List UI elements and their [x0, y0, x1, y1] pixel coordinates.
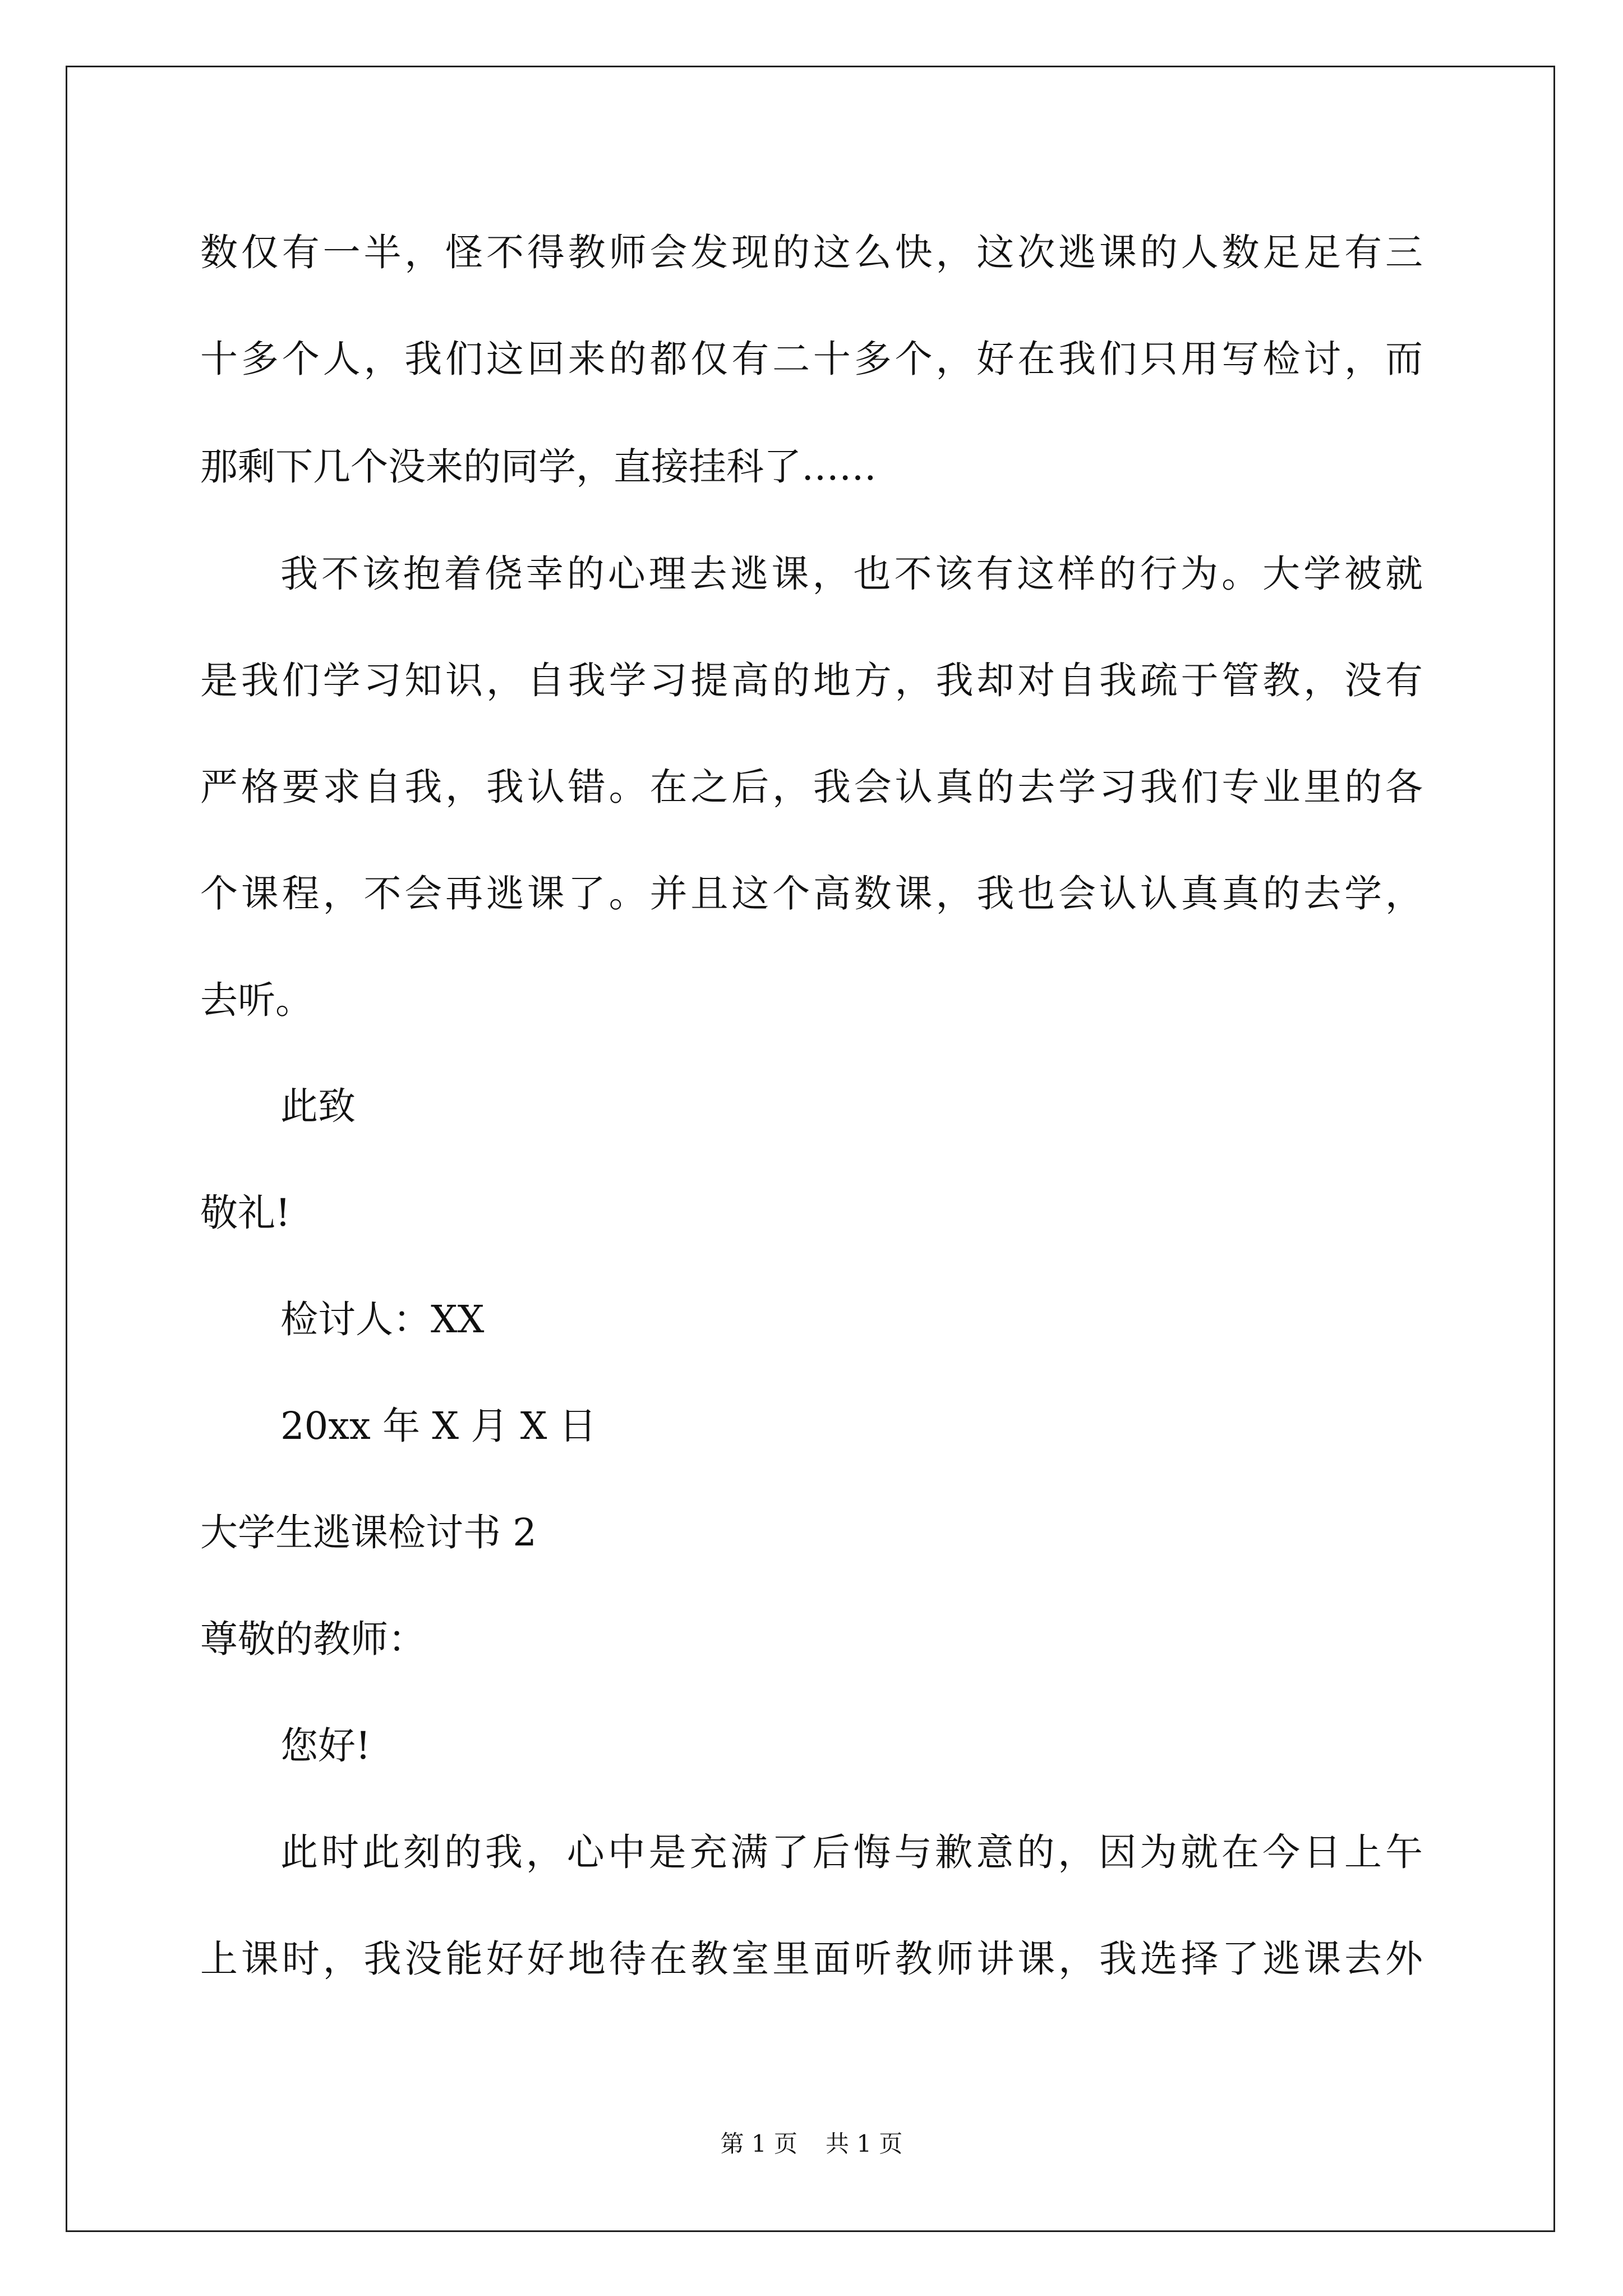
page-footer	[0, 2127, 1623, 2161]
body-line-1: 数仅有一半，怪不得教师会发现的这么快，这次逃课的人数足足有三	[200, 231, 1423, 274]
letter-addressee: 尊敬的教师：	[200, 1617, 426, 1661]
signature-date: 20xx 年 X 月 X 日	[280, 1404, 597, 1448]
page-border	[66, 66, 1555, 2232]
body-line-5: 是我们学习知识，自我学习提高的地方，我却对自我疏于管教，没有	[200, 659, 1423, 702]
body-line-9: 此时此刻的我，心中是充满了后悔与歉意的，因为就在今日上午	[280, 1830, 1423, 1874]
body-line-6: 严格要求自我，我认错。在之后，我会认真的去学习我们专业里的各	[200, 765, 1423, 809]
body-line-2: 十多个人，我们这回来的都仅有二十多个，好在我们只用写检讨，而	[200, 337, 1423, 381]
body-line-10: 上课时，我没能好好地待在教室里面听教师讲课，我选择了逃课去外	[200, 1937, 1423, 1981]
body-line-8: 去听。	[200, 978, 313, 1022]
closing-salutation: 此致	[280, 1084, 356, 1128]
closing-regards: 敬礼!	[200, 1191, 291, 1235]
page-total: 共 1 页	[826, 2130, 903, 2157]
body-line-7: 个课程，不会再逃课了。并且这个高数课，我也会认认真真的去学，	[200, 872, 1423, 915]
page-number: 第 1 页	[720, 2130, 797, 2157]
section-title: 大学生逃课检讨书 2	[200, 1511, 537, 1554]
signature-author: 检讨人：XX	[280, 1297, 485, 1341]
body-line-4: 我不该抱着侥幸的心理去逃课，也不该有这样的行为。大学被就	[280, 552, 1423, 596]
letter-greeting: 您好!	[280, 1724, 371, 1768]
body-line-3: 那剩下几个没来的同学，直接挂科了……	[200, 445, 877, 489]
